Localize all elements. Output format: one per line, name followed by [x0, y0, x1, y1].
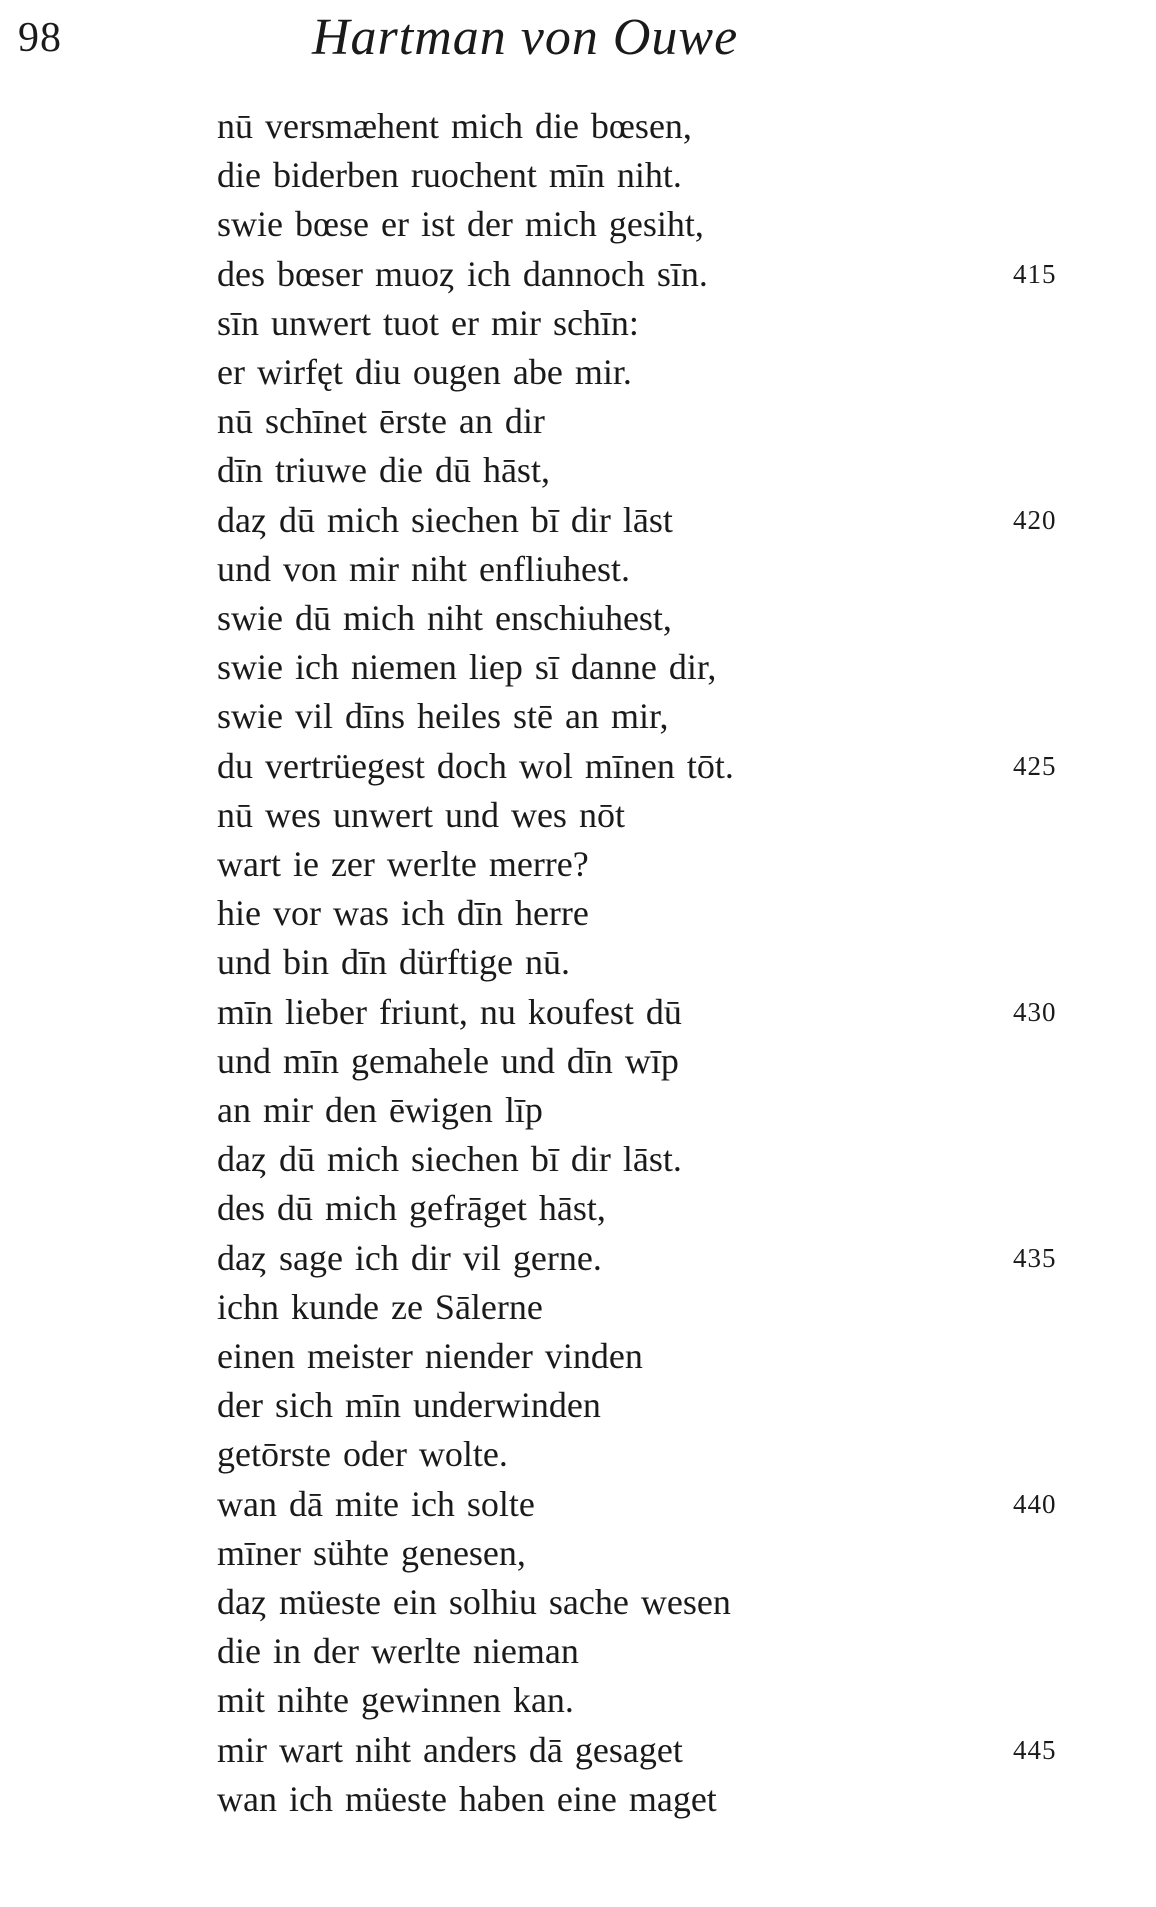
verse-line: nū wes unwert und wes nōt [217, 795, 625, 835]
verse-line: wan dā mite ich solte [217, 1484, 535, 1524]
line-number: 425 [1013, 751, 1057, 781]
line-number: 440 [1013, 1489, 1057, 1519]
verse-line: swie vil dīns heiles stē an mir, [217, 696, 669, 736]
verse-line: und bin dīn dürftige nū. [217, 942, 570, 982]
verse-line: daȥ dū mich siechen bī dir lāst [217, 500, 673, 540]
verse-line: wan ich müeste haben eine maget [217, 1779, 717, 1819]
verse-line: dīn triuwe die dū hāst, [217, 450, 550, 490]
running-head: Hartman von Ouwe [312, 9, 739, 66]
verse-line: der sich mīn underwinden [217, 1385, 601, 1425]
verse-line: daȥ dū mich siechen bī dir lāst. [217, 1139, 682, 1179]
line-number: 420 [1013, 505, 1057, 535]
verse-line: daȥ müeste ein solhiu sache wesen [217, 1582, 731, 1622]
verse-line: er wirfęt diu ougen abe mir. [217, 352, 632, 392]
verse-line: wart ie zer werlte merre? [217, 844, 589, 884]
verse-line: mīner sühte genesen, [217, 1533, 526, 1573]
verse-line: an mir den ēwigen līp [217, 1090, 543, 1130]
verse-line: hie vor was ich dīn herre [217, 893, 589, 933]
line-number: 445 [1013, 1735, 1057, 1765]
verse-line: daȥ sage ich dir vil gerne. [217, 1238, 602, 1278]
verse-line: ichn kunde ze Sālerne [217, 1287, 543, 1327]
verse-line: mit nihte gewinnen kan. [217, 1680, 574, 1720]
verse-line: des dū mich gefrāget hāst, [217, 1188, 606, 1228]
verse-line: mīn lieber friunt, nu koufest dū [217, 992, 682, 1032]
verse-line: sīn unwert tuot er mir schīn: [217, 303, 639, 343]
verse-line: getōrste oder wolte. [217, 1434, 508, 1474]
page-number: 98 [18, 15, 62, 61]
verse-line: die in der werlte nieman [217, 1631, 579, 1671]
verse-line: und von mir niht enfliuhest. [217, 549, 630, 589]
verse-line: einen meister niender vinden [217, 1336, 643, 1376]
line-number: 435 [1013, 1243, 1057, 1273]
line-number: 415 [1013, 259, 1057, 289]
line-number: 430 [1013, 997, 1057, 1027]
verse-line: swie ich niemen liep sī danne dir, [217, 647, 717, 687]
verse-line: du vertrüegest doch wol mīnen tōt. [217, 746, 734, 786]
verse-line: nū schīnet ērste an dir [217, 401, 545, 441]
verse-line: mir wart niht anders dā gesaget [217, 1730, 683, 1770]
verse-line: und mīn gemahele und dīn wīp [217, 1041, 679, 1081]
verse-line: die biderben ruochent mīn niht. [217, 155, 682, 195]
verse-line: swie dū mich niht enschiuhest, [217, 598, 672, 638]
verse-line: nū versmæhent mich die bœsen, [217, 106, 692, 146]
verse-line: des bœser muoȥ ich dannoch sīn. [217, 254, 708, 294]
verse-line: swie bœse er ist der mich gesiht, [217, 204, 704, 244]
